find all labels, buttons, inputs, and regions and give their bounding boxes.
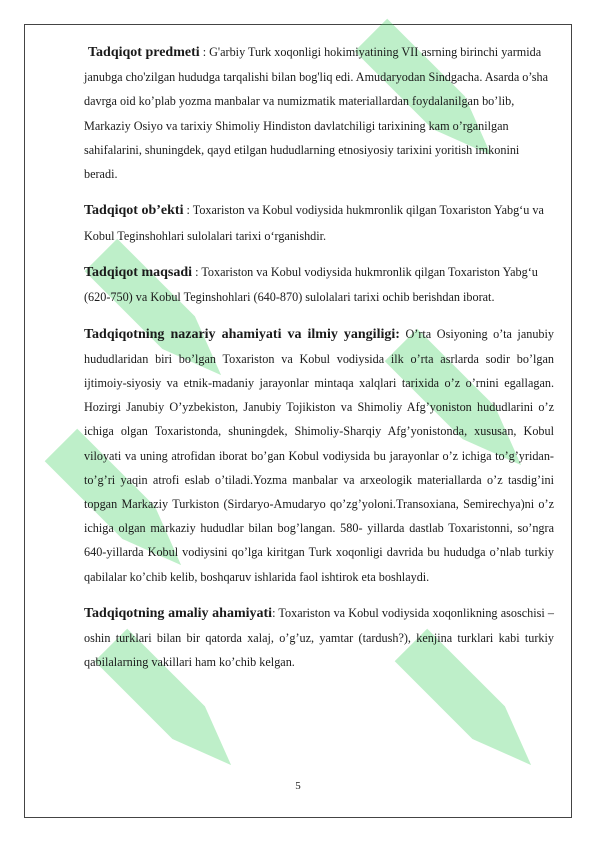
section-separator: : <box>199 45 210 59</box>
document-body <box>84 40 554 679</box>
section-heading: Tadqiqot ob’ekti <box>84 203 184 219</box>
section-text: O’rta Osiyoning o’ta janubiy hududlaridan biri bo’lgan Toxariston va Kobul vodiysida ilk o’rta asrlarda sodir bo’lgan ijtimoiy-siyosiy va etnik-madaniy jarayonlar mintaqa xalqlari tarixida o’z o’rnini egallagan. Hozirgi Janubiy O’yzbekiston, Janubiy Tojikiston va Shimoliy Afg’yoniston hududlarini o’z ichiga olgan Toxaristonda, shuningdek, Shimoliy-Sharqiy Afg’yonistonda, xususan, Kobul viloyati va uning atrofidan iborat bo’gan Kobul vodiysida bu jarayonlar o’z ichiga to’g’yridan-to’g’ri yaqin atrofi eslab o’tiladi.Yozma manbalar va arxeologik materiallarda o’z tasdig’ini topgan Markaziy Turkiston (Sirdaryo-Amudaryo qo’zg’yoloni.Transoxiana, Semirechya)ni o’z ichiga olgan markaziy hududlar bilan bog’langan. 580- yillarda dastlab Toxaristonni, so’ngra 640-yillarda Kobul vodiysini qo’lga kiritgan Turk xoqonligi davrida bu hududga o’nlab turkiy qabilalar ko’chib kelib, boshqaruv ishlarida faol ishtirok eta boshlaydi. <box>84 326 554 584</box>
section-research-subject <box>84 40 554 186</box>
section-research-object <box>84 198 554 247</box>
section-separator: : <box>183 203 193 218</box>
section-text: Toxariston va Kobul vodiysida hukmronlik qilgan Toxariston Yabg‘u va Kobul Teginshohlari sulolalari tarixi o‘rganishdir. <box>84 203 544 243</box>
section-text: G'arbiy Turk xoqonligi hokimiyatining VII asrning birinchi yarmida janubga cho'zilgan hududga tarqalishi bilan bog'liq edi. Amudaryodan Sindgacha. Asarda o’sha davrga oid ko’plab yozma manbalar va numizmatik materiallardan foydalanilgan bo’lib, Markaziy Osiyo va tarixiy Shimoliy Hindiston davlatchiligi tarixining kam o’rganilgan sahifalarini, shuningdek, qayd etilgan hududlarning etnosiyosiy tarixini yoritish imkonini beradi. <box>84 45 549 182</box>
section-text: Toxariston va Kobul vodiysida xoqonlikning asoschisi – oshin turklari bilan bir qatorda xalaj, o’g’uz, yamtar (tardush?), kenjina turklari kabi turkiy qabilalarning vakillari ham ko’chib kelgan. <box>84 606 554 670</box>
section-heading: Tadqiqot predmeti <box>88 45 200 60</box>
section-heading: Tadqiqot maqsadi <box>84 265 193 280</box>
page-number: 5 <box>295 780 301 792</box>
section-theoretical-significance <box>84 322 554 589</box>
section-heading: Tadqiqotning nazariy ahamiyati va ilmiy yangiligi: <box>84 326 400 342</box>
section-text: Toxariston va Kobul vodiysida hukmronlik qilgan Toxariston Yabg‘u (620-750) va Kobul Teginshohlari (640-870) sulolalari tarixi ochib berishdan iborat. <box>84 265 538 305</box>
section-separator: : <box>272 606 279 621</box>
section-heading: Tadqiqotning amaliy ahamiyati <box>84 606 273 622</box>
section-practical-significance <box>84 601 554 675</box>
section-separator: : <box>192 265 202 279</box>
section-research-goal <box>84 260 554 309</box>
